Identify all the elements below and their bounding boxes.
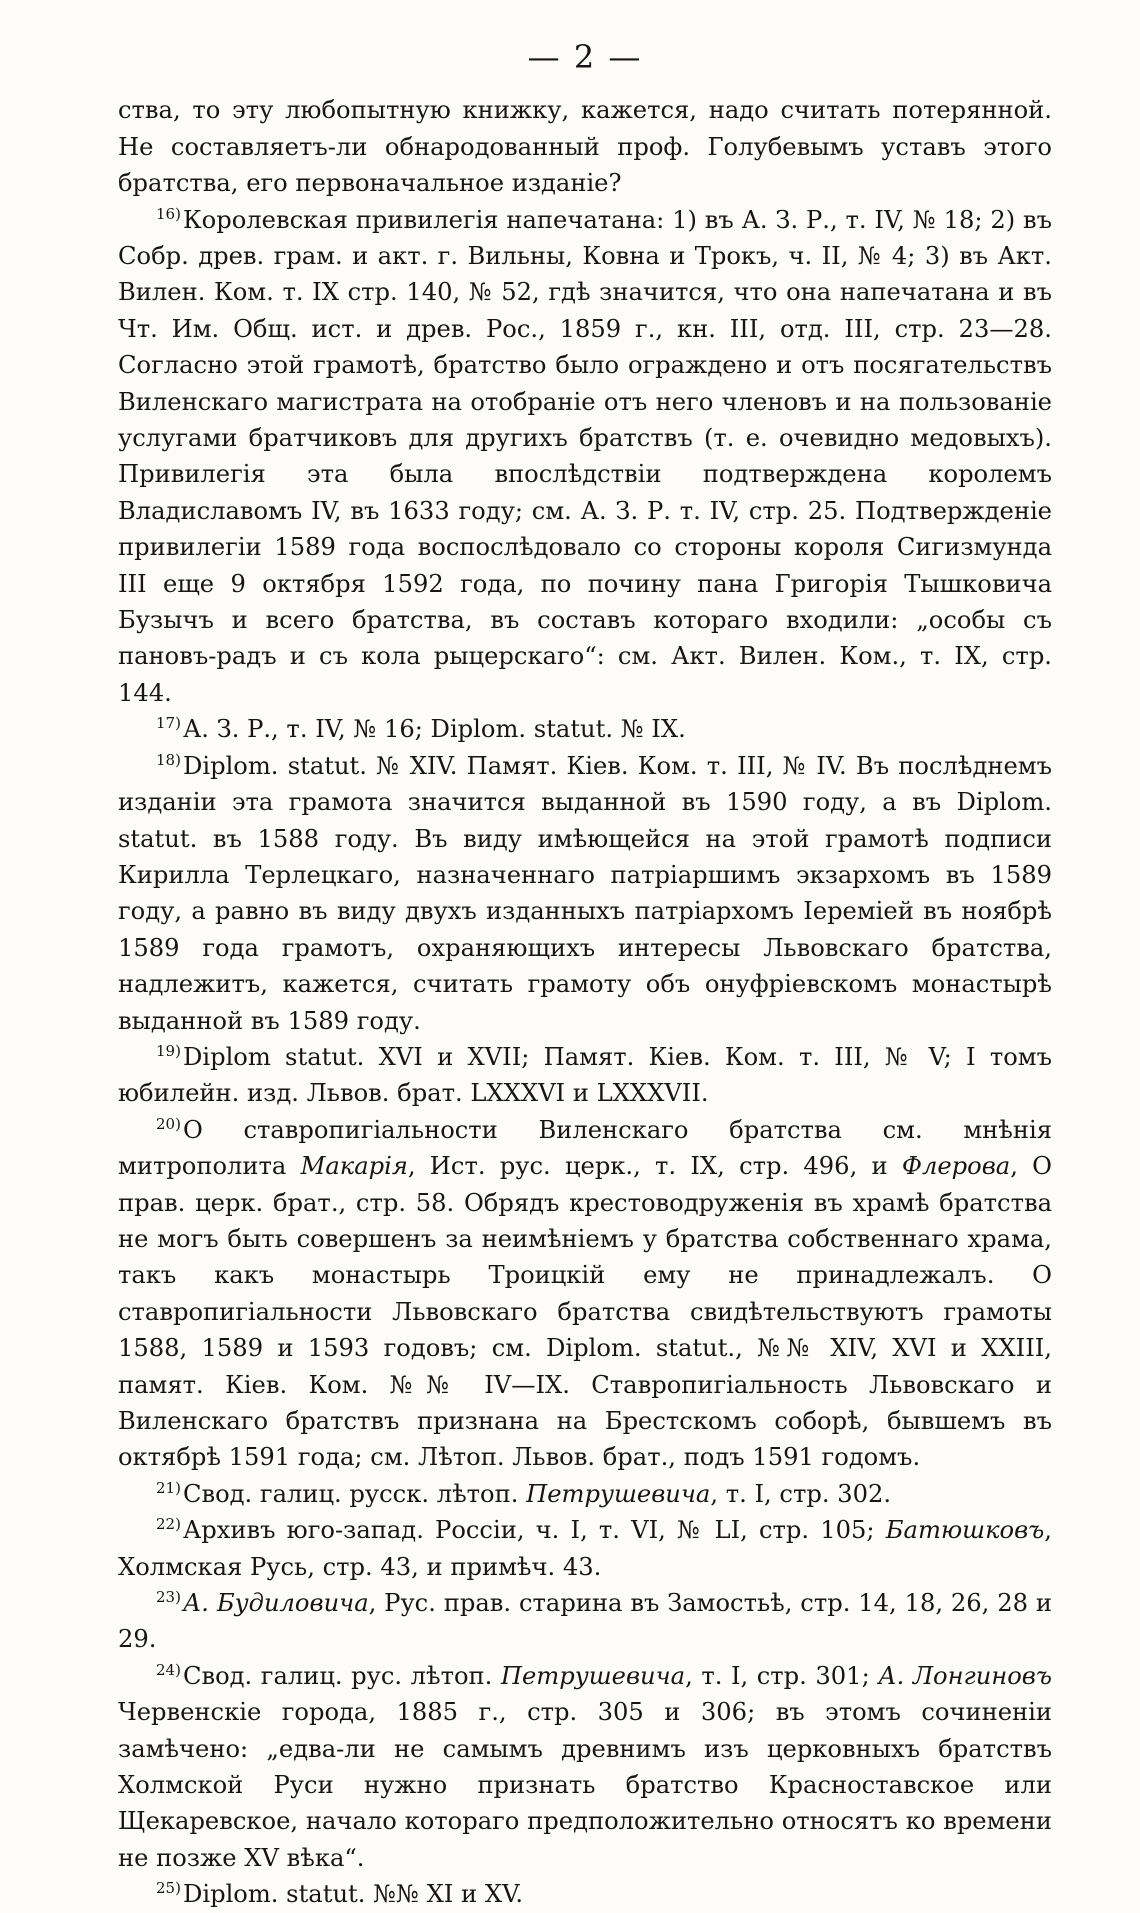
footnote-text: , Холмская Русь, стр. 43, и примѣч. 43. [118,1516,1052,1581]
footnote-text: А. З. Р., т. IV, № 16; Diplom. statut. № IX. [182,715,686,744]
footnote-author-name: А. Будиловича [182,1589,369,1618]
footnote [118,711,1052,747]
footnote [118,1512,1052,1585]
footnote-number: 16) [156,204,181,223]
footnote-text: Свод. галиц. рус. лѣтоп. [182,1661,501,1690]
document-body [118,92,1052,1912]
footnote-number: 18) [156,750,181,769]
footnote-author-name: Петрушевича [526,1479,711,1508]
footnote [118,748,1052,1039]
footnote-author-name: Флерова [901,1152,1011,1181]
footnote-text: , т. I, стр. 302. [710,1479,892,1508]
footnote-text: , т. I, стр. 301; [685,1661,879,1690]
footnote [118,1476,1052,1512]
footnote-author-name: А. Лонгиновъ [878,1661,1052,1690]
footnote-number: 19) [156,1041,181,1060]
footnote-number: 21) [156,1478,181,1497]
footnote-text: , О прав. церк. брат., стр. 58. Обрядъ крестоводруженія въ храмѣ братства не могъ быть совершенъ за неимѣніемъ у братства собственнаго храма, такъ какъ монастырь Троицкій ему не принадлежалъ. О ставропигіальности Львовскаго братства свидѣтельствуютъ грамоты 1588, 1589 и 1593 годовъ; см. Diplom. statut., №№ XIV, XVI и XXIII, памят. Кіев. Ком. №№ IV—IX. Ставропигіальность Львовскаго и Виленскаго братствъ признана на Брестскомъ соборѣ, бывшемъ въ октябрѣ 1591 года; см. Лѣтоп. Львов. брат., подъ 1591 годомъ. [118,1152,1052,1472]
footnote-number: 23) [156,1588,181,1607]
footnote [118,1112,1052,1476]
footnote-text: Diplom. statut. №№ XI и XV. [182,1880,524,1909]
footnote [118,1658,1052,1876]
footnote-author-name: Макарія [300,1152,408,1181]
footnote [118,202,1052,712]
footnote [118,1876,1052,1912]
footnote-number: 25) [156,1879,181,1898]
page-number: — 2 — [527,38,643,76]
footnote-text: Diplom statut. XVI и XVII; Памят. Кіев. Ком. т. III, № V; I томъ юбилейн. изд. Львов. брат. LXXXVI и LXXXVII. [118,1042,1052,1108]
footnote-text: Червенскіе города, 1885 г., стр. 305 и 306; въ этомъ сочиненіи замѣчено: „едва-ли не самымъ древнимъ изъ церковныхъ братствъ Холмской Руси нужно признать братство Красноставское или Щекаревское, начало котораго предположительно относятъ ко времени не позже XV вѣка“. [118,1698,1052,1872]
footnote-number: 17) [156,714,181,733]
footnote-text: Diplom. statut. № XIV. Памят. Кіев. Ком. т. III, № IV. Въ послѣднемъ изданіи эта грамота значится выданной въ 1590 году, а въ Diplom. statut. въ 1588 году. Въ виду имѣющейся на этой грамотѣ подписи Кирилла Терлецкаго, назначеннаго патріаршимъ экзархомъ въ 1589 году, а равно въ виду двухъ изданныхъ патріархомъ Іеремiей въ ноябрѣ 1589 года грамотъ, охраняющихъ интересы Львовскаго братства, надлежитъ, кажется, считать грамоту объ онуфріевскомъ монастырѣ выданной въ 1589 году. [118,751,1052,1035]
footnote-text: , Рус. прав. старина въ Замостьѣ, стр. 14, 18, 26, 28 и 29. [118,1589,1052,1654]
footnote-number: 20) [156,1114,181,1133]
footnote [118,1585,1052,1658]
footnote-author-name: Петрушевича [500,1661,686,1690]
footnote-number: 22) [156,1515,181,1534]
footnote-text: О ставропигіальности Виленскаго братства см. мнѣнія митрополита [118,1115,1052,1181]
footnote-number: 24) [156,1660,181,1679]
footnote-text: , Ист. рус. церк., т. IX, стр. 496, и [407,1152,902,1181]
footnote-text: Королевская привилегія напечатана: 1) въ А. З. Р., т. IV, № 18; 2) въ Собр. древ. грам. и акт. г. Вильны, Ковна и Трокъ, ч. II, № 4; 3) въ Акт. Вилен. Ком. т. IX стр. 140, № 52, гдѣ значится, что она напечатана и въ Чт. Им. Общ. ист. и древ. Рос., 1859 г., кн. III, отд. III, стр. 23—28. Согласно этой грамотѣ, братство было ограждено и отъ посягательствъ Виленскаго магистрата на отобраніе отъ него членовъ и на пользованіе услугами братчиковъ для другихъ братствъ (т. е. очевидно медовыхъ). Привилегія эта была впослѣдствіи подтверждена королемъ Владиславомъ IV, въ 1633 году; см. А. З. Р. т. IV, стр. 25. Подтвержденіе привилегіи 1589 года воспослѣдовало со стороны короля Сигизмунда III еще 9 октября 1592 года, по почину пана Григорія Тышковича Бузычъ и всего братства, въ составъ котораго входили: „особы съ пановъ-радъ и съ кола рыцерскаго“: см. Акт. Вилен. Ком., т. IX, стр. 144. [118,205,1052,707]
footnote-text: Свод. галиц. русск. лѣтоп. [182,1479,527,1508]
continuation-paragraph: ства, то эту любопытную книжку, кажется, надо считать потерянной. Не составляетъ-ли обнародованный проф. Голубевымъ уставъ этого братства, его первоначальное изданіе? [118,96,1052,198]
footnote [118,1039,1052,1112]
footnote-author-name: Батюшковъ [885,1516,1045,1545]
footnote-text: Архивъ юго-запад. Россіи, ч. I, т. VI, № LI, стр. 105; [182,1516,886,1545]
footnotes-list [118,202,1052,1913]
